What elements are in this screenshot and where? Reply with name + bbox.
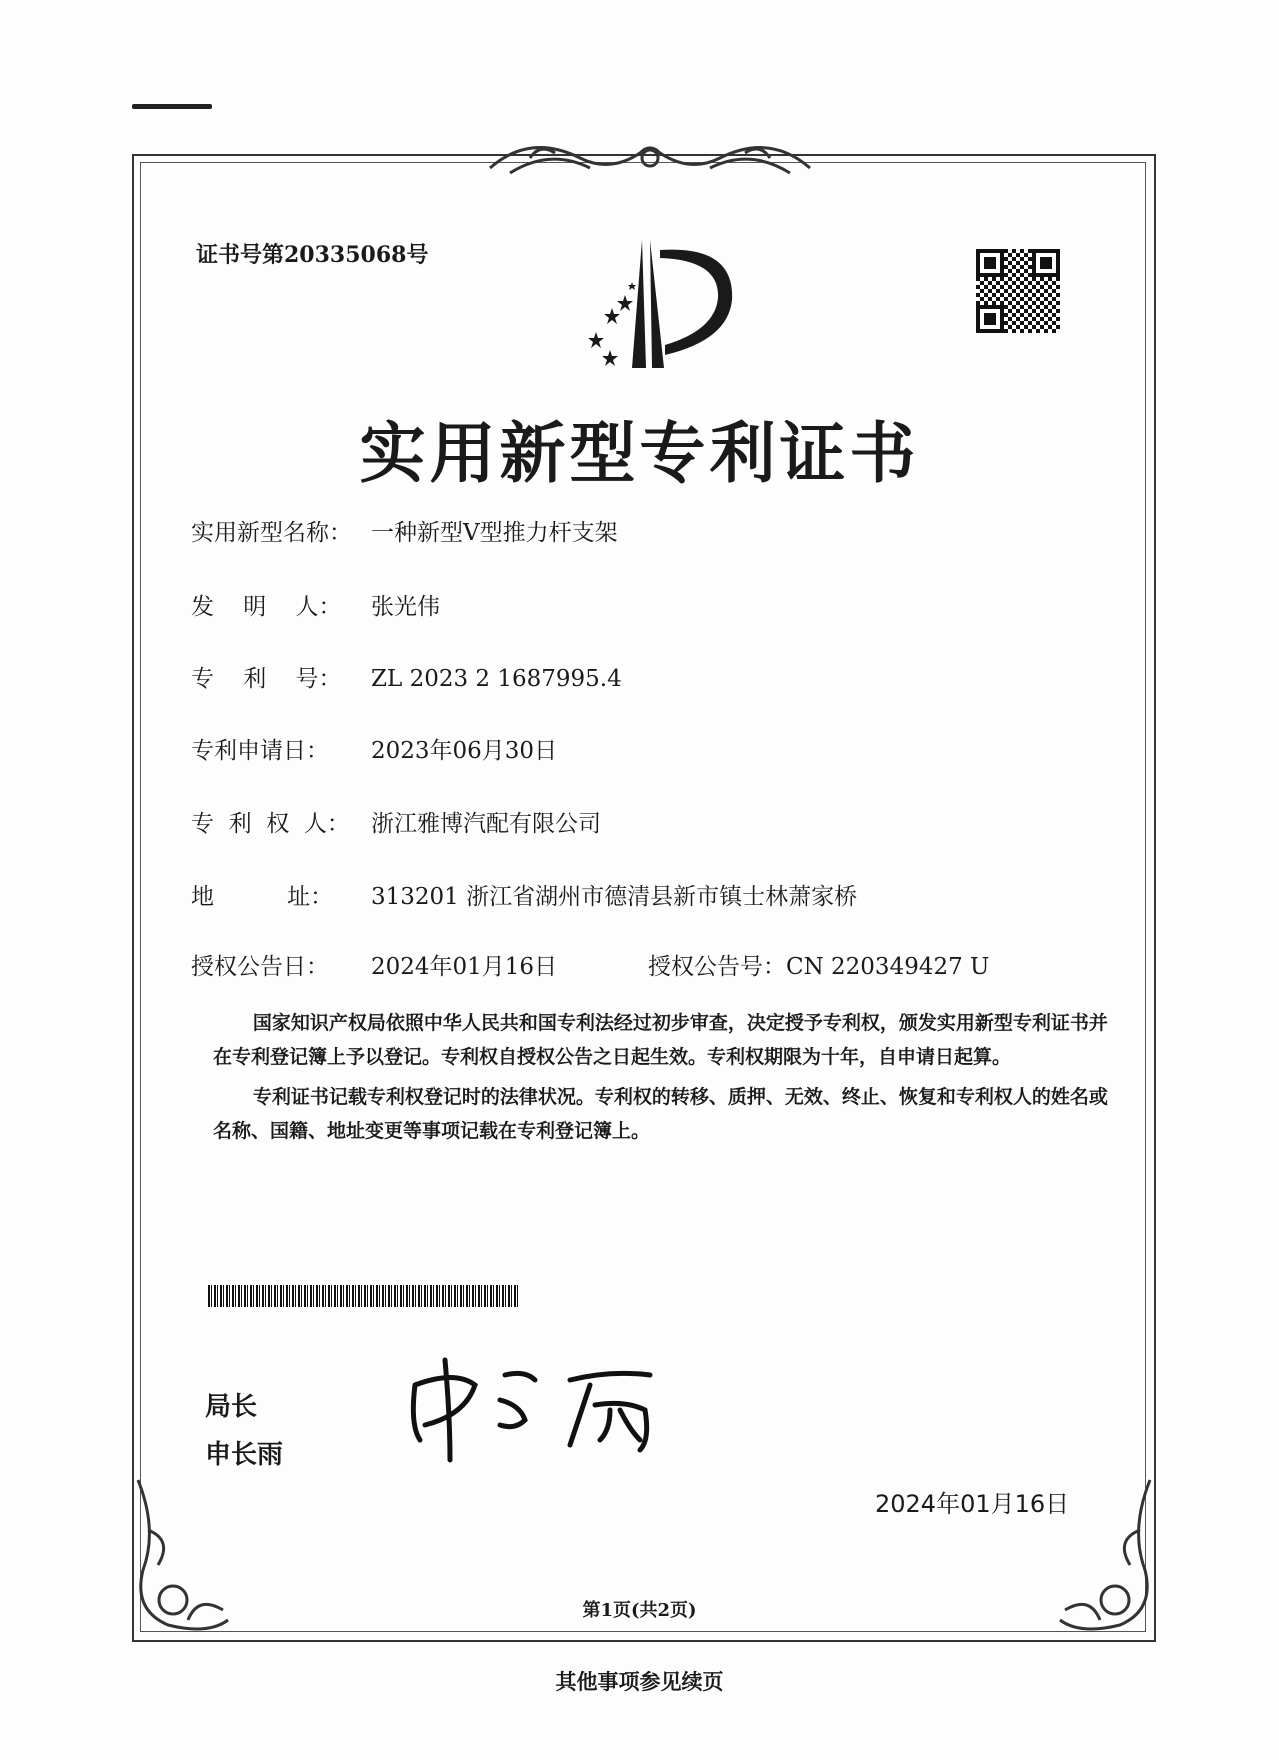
field-utility-model-name bbox=[191, 514, 618, 547]
field-value: 2024年01月16日 bbox=[371, 954, 558, 980]
field-label: 授权公告日： bbox=[191, 954, 329, 980]
qr-code bbox=[976, 249, 1060, 333]
field-label: 专 利 号： bbox=[191, 666, 342, 692]
director-name: 申长雨 bbox=[205, 1440, 284, 1470]
corner-mark bbox=[132, 104, 212, 109]
field-label: 发 明 人： bbox=[191, 594, 342, 620]
top-ornament-icon bbox=[470, 128, 830, 188]
issue-date: 2024年01月16日 bbox=[875, 1490, 1070, 1518]
continuation-note: 其他事项参见续页 bbox=[555, 1669, 724, 1694]
legal-paragraph: 专利证书记载专利权登记时的法律状况。专利权的转移、质押、无效、终止、恢复和专利权人的姓名或名称、国籍、地址变更等事项记载在专利登记簿上。 bbox=[213, 1086, 1108, 1142]
director-title: 局长 bbox=[205, 1392, 258, 1422]
field-label: 专 利 权 人： bbox=[191, 811, 350, 837]
barcode bbox=[208, 1285, 518, 1307]
legal-paragraph: 国家知识产权局依照中华人民共和国专利法经过初步审查，决定授予专利权，颁发实用新型专利证书并在专利登记簿上予以登记。专利权自授权公告之日起生效。专利权期限为十年，自申请日起算。 bbox=[213, 1012, 1108, 1068]
field-value: 浙江雅博汽配有限公司 bbox=[371, 811, 601, 837]
legal-text bbox=[213, 1006, 1113, 1154]
field-label-announcement-number: 授权公告号： bbox=[648, 954, 786, 980]
field-value: 2023年06月30日 bbox=[371, 738, 558, 764]
field-address bbox=[191, 878, 857, 911]
field-patentee bbox=[191, 805, 601, 838]
field-label: 地 址： bbox=[191, 884, 334, 910]
field-label: 专利申请日： bbox=[191, 738, 329, 764]
field-value: 一种新型V型推力杆支架 bbox=[371, 520, 618, 546]
field-application-date bbox=[191, 732, 557, 765]
field-inventor bbox=[191, 588, 440, 621]
signature bbox=[405, 1355, 675, 1465]
field-value-announcement-number: CN 220349427 U bbox=[786, 954, 990, 980]
page-title: 实用新型专利证书 bbox=[359, 415, 920, 492]
field-value: 张光伟 bbox=[371, 594, 440, 620]
field-value: ZL 2023 2 1687995.4 bbox=[371, 666, 622, 692]
field-label: 实用新型名称： bbox=[191, 520, 352, 546]
page-indicator: 第1页(共2页) bbox=[582, 1600, 697, 1621]
cnipa-emblem-icon bbox=[560, 240, 750, 380]
certificate-number: 证书号第20335068号 bbox=[196, 242, 429, 268]
field-patent-number bbox=[191, 660, 622, 693]
field-value: 313201 浙江省湖州市德清县新市镇士林萧家桥 bbox=[371, 884, 858, 910]
field-grant-announcement-date bbox=[191, 948, 989, 981]
